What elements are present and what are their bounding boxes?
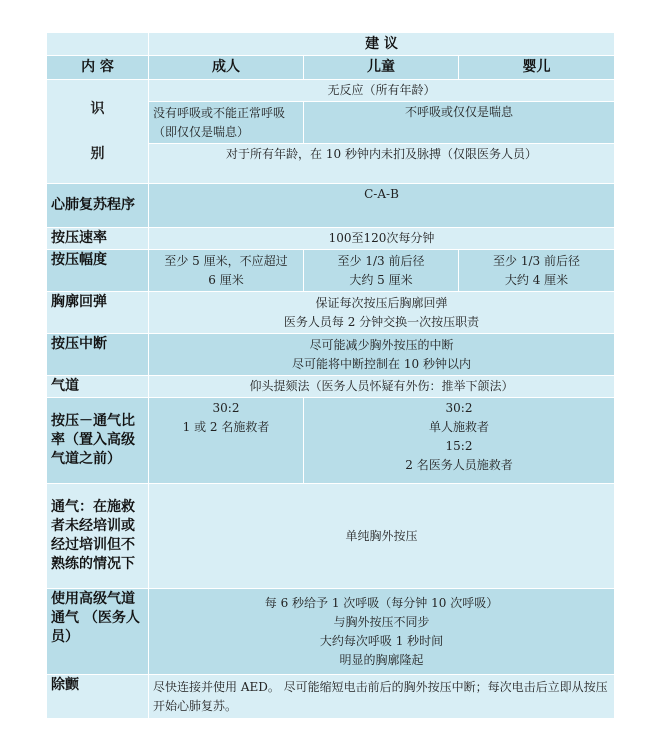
advanced-line: 与胸外按压不同步 [333, 614, 430, 629]
interruption-value [149, 334, 615, 376]
depth-child-line: 大约 5 厘米 [349, 272, 413, 287]
recognition-child-infant-breathing: 不呼吸或仅仅是喘息 [304, 102, 615, 144]
recoil-label: 胸廓回弹 [47, 292, 149, 334]
recoil-value [149, 292, 615, 334]
ratio-adult [149, 398, 304, 484]
recognition-adult-breathing: 没有呼吸或不能正常呼吸 （即仅仅是喘息） [149, 102, 304, 144]
sequence-value: C-A-B [149, 184, 615, 228]
advanced-value [149, 589, 615, 675]
ratio-child-infant-line: 单人施救者 [429, 420, 490, 434]
ratio-child-infant [304, 398, 615, 484]
header-child: 儿童 [304, 56, 459, 80]
depth-adult-line: 至少 5 厘米，不应超过 [164, 253, 288, 268]
advanced-line: 每 6 秒给予 1 次呼吸（每分钟 10 次呼吸） [264, 595, 499, 610]
untrained-value: 单纯胸外按压 [149, 484, 615, 589]
interruption-label: 按压中断 [47, 334, 149, 376]
depth-child-line: 至少 1/3 前后径 [337, 253, 425, 268]
depth-child [304, 250, 459, 292]
rate-value: 100至120次每分钟 [149, 228, 615, 250]
recognition-all-ages: 无反应（所有年龄） [149, 80, 615, 102]
ratio-child-infant-line: 30:2 [445, 401, 473, 415]
cpr-guidelines-table [46, 32, 615, 719]
depth-adult-line: 6 厘米 [208, 272, 244, 287]
ratio-child-infant-line: 15:2 [445, 439, 473, 453]
header-adult: 成人 [149, 56, 304, 80]
depth-label: 按压幅度 [47, 250, 149, 292]
interruption-line: 尽可能减少胸外按压的中断 [309, 337, 454, 352]
header-infant: 婴儿 [459, 56, 615, 80]
advanced-line: 大约每次呼吸 1 秒时间 [319, 633, 444, 648]
recognition-label-bottom: 别 [90, 145, 105, 162]
ratio-adult-line: 1 或 2 名施救者 [182, 420, 270, 434]
interruption-line: 尽可能将中断控制在 10 秒钟以内 [292, 356, 471, 371]
ratio-child-infant-line: 2 名医务人员施救者 [405, 458, 513, 472]
recognition-pulse: 对于所有年龄，在 10 秒钟内未扪及脉搏（仅限医务人员） [149, 144, 615, 184]
rate-label: 按压速率 [47, 228, 149, 250]
depth-infant [459, 250, 615, 292]
recoil-line: 保证每次按压后胸廓回弹 [315, 295, 448, 310]
header-recommendation: 建 议 [149, 33, 615, 56]
depth-infant-line: 大约 4 厘米 [504, 272, 569, 287]
recoil-line: 医务人员每 2 分钟交换一次按压职责 [283, 314, 480, 329]
ratio-label: 按压－通气比率（置入高级气道之前） [47, 398, 149, 484]
header-blank-cell [47, 33, 149, 56]
defib-value: 尽快连接并使用 AED。 尽可能缩短电击前后的胸外按压中断；每次电击后立即从按压开始心肺复苏。 [149, 675, 615, 719]
advanced-label: 使用高级气道通气 （医务人员） [47, 589, 149, 675]
airway-value: 仰头提颏法（医务人员怀疑有外伤：推举下颌法） [149, 376, 615, 398]
recognition-label [47, 80, 149, 184]
defib-label: 除颤 [47, 675, 149, 719]
header-content: 内 容 [47, 56, 149, 80]
advanced-line: 明显的胸廓隆起 [339, 652, 424, 667]
untrained-label: 通气：在施救者未经培训或经过培训但不熟练的情况下 [47, 484, 149, 589]
sequence-label: 心肺复苏程序 [47, 184, 149, 228]
recognition-label-top: 识 [90, 100, 105, 117]
ratio-adult-line: 30:2 [212, 401, 240, 415]
depth-infant-line: 至少 1/3 前后径 [493, 253, 580, 268]
airway-label: 气道 [47, 376, 149, 398]
depth-adult [149, 250, 304, 292]
